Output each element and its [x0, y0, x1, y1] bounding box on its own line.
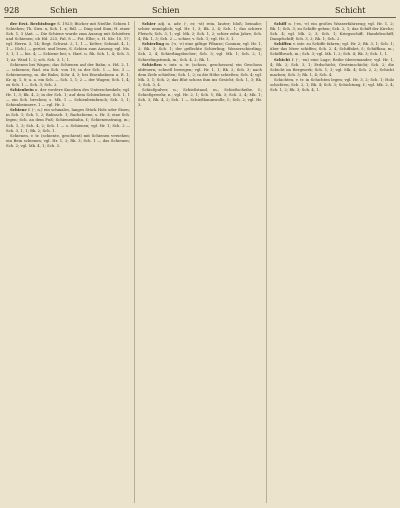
entry-paragraph [6, 62, 130, 87]
entry-text: adj. u. adv. (-, er, -st) rein, lauter; bloß; beinahe; schier unmöglich; vgl. Hr. 1, 3; Bk. 2, 4; Sch. 1; das schiere Fleisch; Sch. 3, 1; vgl. Mk. 2; Sch. 1, 2; schier zehn Jahre; Sch. 4; Rk. 1, 3; Sch. 2 — schier, v. Sch. 1; vgl. Hr. 3, 1. [138, 21, 262, 42]
entry-paragraph [6, 21, 130, 62]
entry-text: f. (-, n.) ein schmales, langes Stück Holz oder Eisen; in Sch. 1; Sch. 1, 2; Bahnsch. 1; Radschiene, s. Hr. 3; eine Sch. legen; Sch. an dem Fuß; Schienenbahn, f.; Schienenstrang, m.; Sch. 1, 3; Sch. 4, 2; Sch. 1 — s. Schienen; vgl. Hr. 1; Sch. 2 — Sch. 3, 1, 1; Bk. 2; Sch. 1. [6, 107, 130, 133]
header-word-right: Schicht [335, 6, 366, 15]
entry-text: Schienen, v. tr. (schiente, geschient) mit Schienen versehen; ein Bein schienen; vgl. Hr. 1, 2; Rk. 3; Sch. 1 — das Schienen; Sch. 2; vgl. Mk. 4, 1; Sch. 3. [6, 132, 130, 148]
entry-text: Schießpulver, n.; Schießstand, m.; Schießscheibe, f.; Schießgewehr, n.; vgl. Hr. 2, 1; Sch. 1; Bk. 3; Sch. 2, 4; Mk. 1; Sch. 3; Rk. 4, 2; Sch. 1 — Schießbaumwolle, f.; Sch. 2; vgl. Hr. 3. [138, 87, 262, 108]
column-divider [134, 21, 135, 503]
entry-paragraph [138, 87, 262, 107]
column-divider [266, 21, 267, 503]
entry-paragraph [270, 57, 394, 77]
entry-headword: Schießen [142, 61, 162, 67]
entry-paragraph [270, 77, 394, 92]
text-column-2 [138, 21, 262, 503]
entry-paragraph [6, 133, 130, 148]
entry-headword: Schiffen [274, 41, 292, 47]
entry-paragraph [138, 62, 262, 87]
entry-paragraph [138, 41, 262, 61]
entry-text: n. der vordere Knochen des Unterschenkels; vgl. Hr. 1, 3; Bk. 4, 2; in der Sch. 1; auf dem Schienbeine; Sch. 1, 1 — ein Sch. brechen; s. Mk. 1 — Schienbeinbruch; Sch. 3, 1; Schienbeinnerv, 1 — vgl. Hr. 2. [6, 87, 130, 108]
entry-paragraph [270, 21, 394, 41]
entry-text: m. (-s, -e) eine giftige Pflanze; Conium; vgl. Hr. 1, 2; Bk. 3; Sch. 1; der gefleckte Schierling; Wasserschierling; Sch. 2, 4; Schierlingsbecher; Sch. 3; vgl. Mk. 1; Sch. 2, 1; Schierlingstrank, m.; Sch. 4, 2; Rk. 1. [138, 41, 262, 62]
entry-paragraph [6, 87, 130, 107]
entry-headword: Schier [142, 21, 156, 26]
text-column-1 [6, 21, 130, 503]
text-column-3 [270, 21, 394, 503]
entry-text: v. intr. u. tr. (schoss, geschossen) ein Geschoss abfeuern; schnell bewegen; vgl. Hr. 1, 1; Bk. 2; Sch. 3; nach dem Ziele schießen; Sch. 1, 2; in die Höhe schießen; Sch. 4; vgl. Mk. 3, 1; Sch. 2; das Blut schoss ihm ins Gesicht; Sch. 1, 3; Rk. 2; Sch. 3, 4. [138, 61, 262, 87]
entry-text: Schichten, v. tr. in Schichten legen; vgl. Hr. 3, 2; Sch. 1; Holz schichten; Sch. 2, 1; Bk. 4; Sch. 3; Schichtung, f.; vgl. Mk. 2, 4; Sch. 1, 2; Rk. 3; Sch. 4, 1. [270, 76, 394, 93]
entry-text: Schienen bei Wagen; das Schienen auf der Bahn; s. Hd. 2, 1. — schienen; Rad. ein Sch. von 10; in der Sch. 1 — bis. 3 — Schienenweg, m. die Bahn; Schr. 4, 3; bei Eisenbahnen u. R. 1; Kr. ig. 1, 8; u. a. ein Sch. — Sch. 1, 1; 2 — der Wagen; Sch. 1, 4; zu Sch. 1 — Sch. 3; Sch. 2. [6, 61, 130, 87]
entry-paragraph [6, 107, 130, 132]
entry-text: v. intr. zu Schiffe fahren; vgl. Hr. 2; Bk. 3, 1; Sch. 1; über das Meer schiffen; Sch. 2, 4; Schiffahrt, f.; Schiffbau, m.; Schiffbruch, m.; Sch. 3; vgl. Mk. 1, 2; Sch. 4; Rk. 3; Sch. 1, 1. [270, 41, 394, 57]
entry-headword: der Erst. Rechtsfrage [10, 21, 56, 26]
entry-text: S. 1923; Bücher mit Nießbr. Schien 1 Schieben; Th. Sieu. x, Sch. 1. x; Rdl. — Ding und Sinn; H. einer Sch. 1, 3 (Ant. — Die Schiene wurde zum Auszug mit Schiefern und Schienen; ob Hd. 223, Pal. 8 — Pst. Elbe; s. H. Ktr. 10, 17; vgl. Herrn. 3, 14; Regt. Schwat. 2, 1, 1 — Kelter; Schmid. 4, 1; 1 — (Sch.) — gerüst. und lesen, S. Schien zum Auszug; vgl. Ms. 3, 1; 1 — bis. 4; — Schiene bei; s. Hart. u. Rk. Sch. 1, 4; Sch. 3, 1; Ar. Wind 1. 2; sch. Sch. 3, 1; 1. [6, 21, 130, 62]
entry-headword: Schiene [10, 107, 27, 113]
header-word-center: Schien [152, 6, 180, 15]
entry-text: n. (-es, -e) ein großes Wasserfahrzeug; vgl. Hr. 1, 2; Bk. 1; Sch. 3; zu Schiffe gehen; Sch. 2, 1; das Schiff der Kirche; Sch. 4; vgl. Mk. 2, 3; Sch. 1; Kriegsschiff, Handelsschiff, Dampfschiff; Sch. 3, 2; Rk. 1; Sch. 2. [270, 21, 394, 42]
page-number: 928 [4, 6, 20, 15]
page-header [0, 0, 400, 20]
header-word-left: Schien [50, 6, 78, 15]
entry-paragraph [270, 41, 394, 56]
header-rule [4, 17, 396, 18]
entry-paragraph [138, 21, 262, 41]
entry-text: f. (-, -en) eine Lage; Reihe übereinander; vgl. Hr. 1, 4; Bk. 2; Sch. 3, 1; Erdschicht; Gesteinschicht; Sch. 2; die Schicht im Bergwerk; Sch. 1, 3; vgl. Mk. 4; Sch. 2, 2; Schicht machen; Sch. 3; Rk. 1, 4; Sch. 4. [270, 56, 394, 77]
entry-headword: Schicht [274, 56, 291, 62]
entry-headword: Schienbein [10, 87, 34, 93]
entry-headword: Schierling [142, 41, 164, 47]
entry-headword: Schiff [274, 21, 287, 26]
